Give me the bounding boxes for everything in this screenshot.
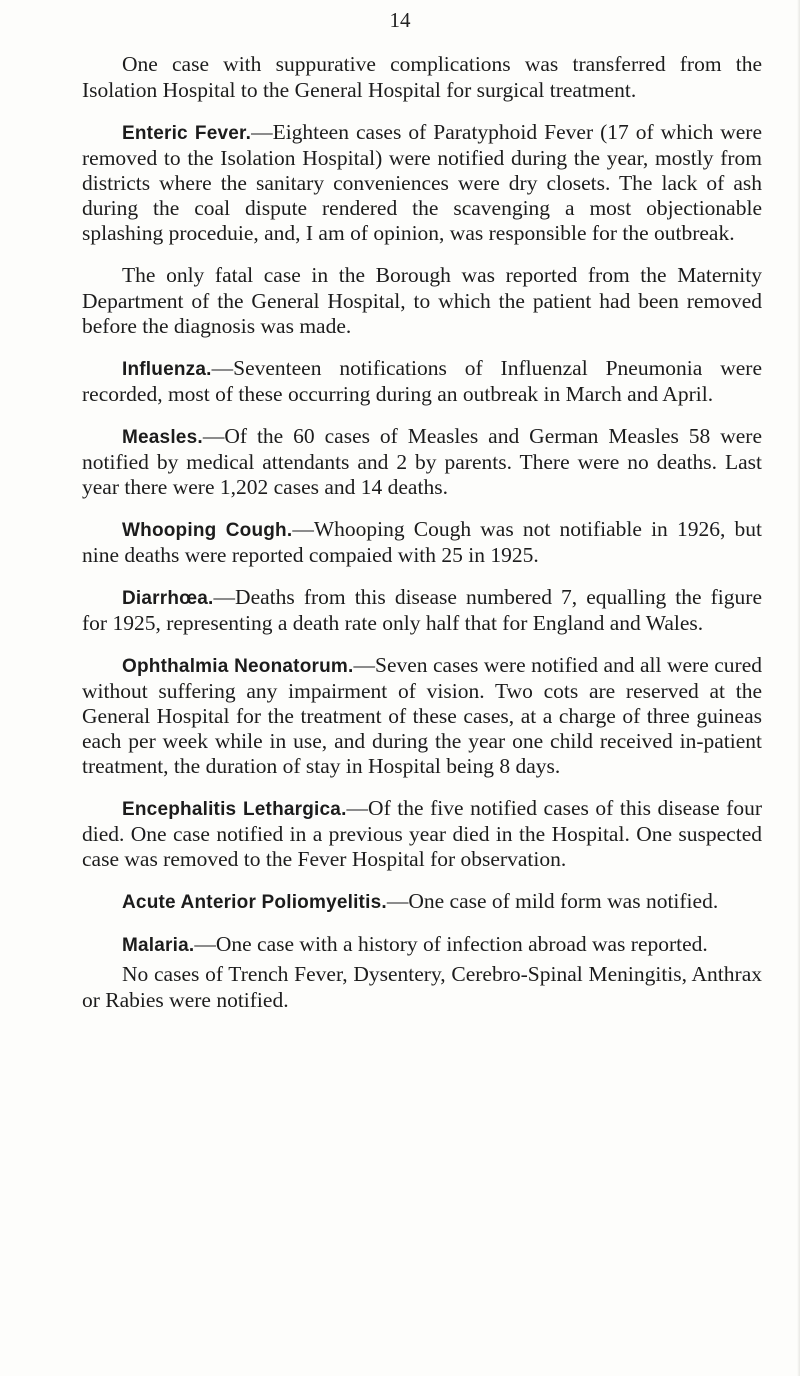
section-heading-encephalitis-lethargica: Encephalitis Lethargica. <box>122 799 347 820</box>
paragraph-fatal-case <box>82 263 762 339</box>
paragraph-surgical-transfer <box>82 52 762 103</box>
paragraph-text: No cases of Trench Fever, Dysentery, Cerebro-Spinal Meningitis, Anthrax or Rabies were notified. <box>82 962 762 1012</box>
paragraph-text: The only fatal case in the Borough was reported from the Maternity Department of the General Hospital, to which the patient had been removed before the diagnosis was made. <box>82 263 762 338</box>
paragraph-text: —One case of mild form was notified. <box>386 889 719 913</box>
paragraph-text: —Seventeen notifications of Influenzal Pneumonia were recorded, most of these occurring during an outbreak in March and April. <box>82 356 762 406</box>
paragraph-malaria <box>82 932 762 958</box>
paragraph-whooping-cough <box>82 517 762 568</box>
paragraph-ophthalmia-neonatorum <box>82 653 762 779</box>
report-body <box>82 52 762 1030</box>
paragraph-text: —Of the 60 cases of Measles and German Measles 58 were notified by medical attendants and 2 by parents. There were no deaths. Last year there were 1,202 cases and 14 deaths. <box>82 424 762 499</box>
section-heading-poliomyelitis: Acute Anterior Poliomyelitis. <box>122 892 387 913</box>
section-heading-whooping-cough: Whooping Cough. <box>122 520 293 541</box>
page-number: 14 <box>389 8 411 32</box>
paragraph-text: —Deaths from this disease numbered 7, equalling the figure for 1925, representing a death rate only half that for England and Wales. <box>82 585 762 635</box>
paragraph-encephalitis-lethargica <box>82 796 762 872</box>
section-heading-diarrhoea: Diarrhœa. <box>122 588 214 609</box>
section-heading-influenza: Influenza. <box>122 359 212 380</box>
paragraph-text: —One case with a history of infection abroad was reported. <box>194 932 708 956</box>
paragraph-text: —Eighteen cases of Paratyphoid Fever (17 of which were removed to the Isolation Hospital) were notified during the year, mostly from districts where the sanitary conveniences were dry closets. The lack of ash during the coal dispute rendered the scavenging a most objectionable splashing proceduie, and, I am of opinion, was responsible for the outbreak. <box>82 120 762 245</box>
section-heading-ophthalmia-neonatorum: Ophthalmia Neonatorum. <box>122 656 354 677</box>
paragraph-no-cases <box>82 962 762 1013</box>
section-heading-measles: Measles. <box>122 427 203 448</box>
paragraph-poliomyelitis <box>82 889 762 915</box>
paragraph-text: —Of the five notified cases of this disease four died. One case notified in a previous year died in the Hospital. One suspected case was removed to the Fever Hospital for observation. <box>82 796 762 871</box>
section-heading-enteric-fever: Enteric Fever. <box>122 123 252 144</box>
paragraph-text: One case with suppurative complications was transferred from the Isolation Hospital to the General Hospital for surgical treatment. <box>82 52 762 102</box>
paragraph-enteric-fever <box>82 120 762 246</box>
section-heading-malaria: Malaria. <box>122 935 195 956</box>
paragraph-text: —Seven cases were notified and all were cured without suffering any impairment of vision. Two cots are reserved at the General Hospital for the treatment of these cases, at a charge of three guineas each per week while in use, and during the year one child received in-patient treatment, the duration of stay in Hospital being 8 days. <box>82 653 762 778</box>
paragraph-diarrhoea <box>82 585 762 636</box>
paragraph-text: —Whooping Cough was not notifiable in 1926, but nine deaths were reported compaied with 25 in 1925. <box>82 517 762 567</box>
paragraph-measles <box>82 424 762 500</box>
paragraph-influenza <box>82 356 762 407</box>
